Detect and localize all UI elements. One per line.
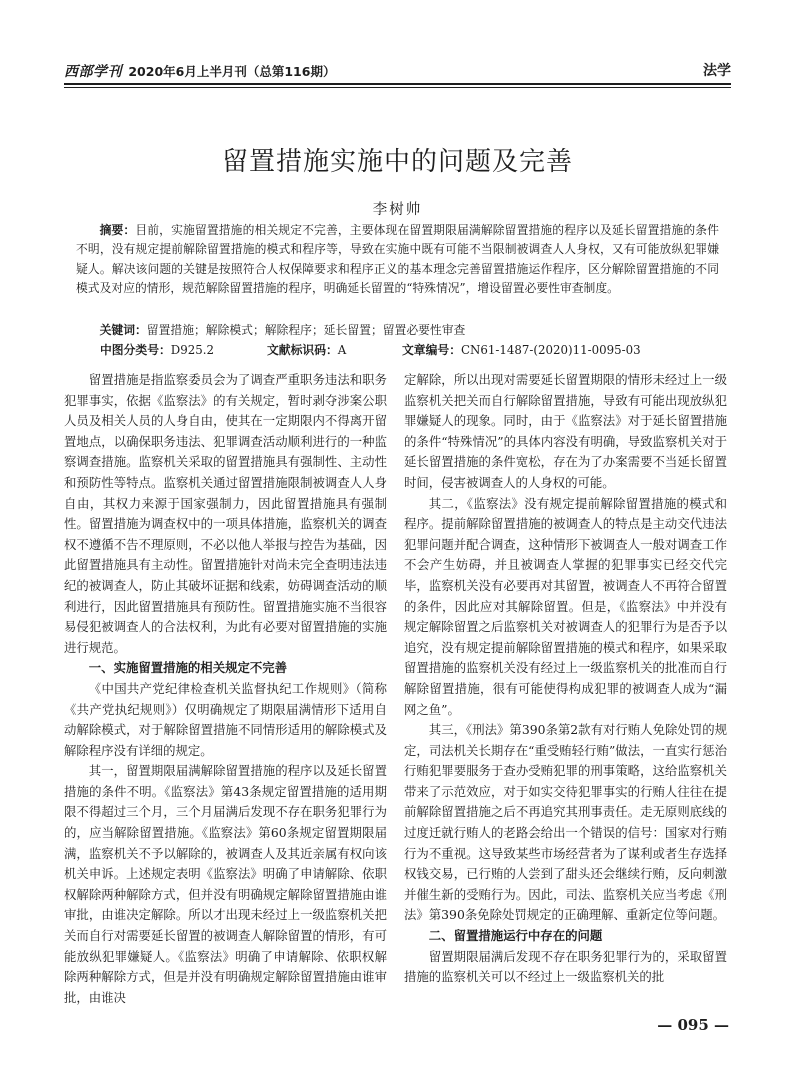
body-column-left — [64, 370, 387, 1042]
journal-issue-info — [64, 61, 335, 81]
doc-code-value: A — [337, 343, 347, 357]
article-number — [402, 341, 641, 360]
paragraph: 其一，留置期限届满解除留置措施的程序以及延长留置措施的条件不明。《监察法》第43条规定留置措施的适用期限不得超过三个月，三个月届满后发现不存在职务犯罪行为的，应当解除留置措施。《监察法》第60条规定留置期限届满，监察机关不予以解除的，被调查人及其近亲属有权向该机关申诉。上述规定表明《监察法》明确了申请解除、依职权解除两种解除方式，但并没有明确规定解除留置措施由谁审批，由谁决定解除。所以才出现未经过上一级监察机关把关而自行对需要延长留置的被调查人解除留置的情形，有可能放纵犯罪嫌疑人。《监察法》明确了申请解除、依职权解除两种解除方式，但是并没有明确规定解除留置措施由谁审批，由谁决 — [64, 763, 387, 1005]
section-heading: 二、留置措施运行中存在的问题 — [428, 928, 603, 944]
keywords-text: 留置措施；解除模式；解除程序；延长留置；留置必要性审查 — [146, 323, 466, 337]
doc-code — [267, 341, 346, 360]
page-number: — 095 — — [657, 1016, 729, 1034]
paragraph: 《中国共产党纪律检查机关监督执纪工作规则》（简称《共产党执纪规则》）仅明确规定了期限届满情形下适用自动解除模式，对于解除留置措施不同情形适用的解除模式及解除程序没有详细的规定。 — [64, 680, 387, 758]
running-header — [64, 60, 731, 80]
doc-code-label: 文献标识码： — [267, 343, 338, 357]
article-number-value: CN61-1487-(2020)11-0095-03 — [461, 343, 641, 357]
clc-number — [100, 341, 214, 360]
journal-logo: 西部学刊 — [64, 64, 122, 80]
paragraph: 定解除，所以出现对需要延长留置期限的情形未经过上一级监察机关把关而自行解除留置措施，导致有可能出现放纵犯罪嫌疑人的现象。同时，由于《监察法》对于延长留置措施的条件“特殊情况”的具体内容没有明确，导致监察机关对于延长留置措施的条件宽松，存在为了办案需要不当延长留置时间，侵害被调查人的人身权的可能。 — [404, 372, 727, 490]
paragraph: 留置期限届满后发现不存在职务犯罪行为的，采取留置措施的监察机关可以不经过上一级监察机关的批 — [404, 948, 727, 985]
abstract — [76, 221, 719, 299]
clc-label: 中图分类号： — [100, 343, 171, 357]
paragraph: 其三，《刑法》第390条第2款有对行贿人免除处罚的规定，司法机关长期存在“重受贿轻行贿”做法，一直实行惩治行贿犯罪要服务于查办受贿犯罪的刑事策略，这给监察机关带来了示范效应，对于如实交待犯罪事实的行贿人往往在提前解除留置措施之后不再追究其刑事责任。走无原则底线的过度迁就行贿人的老路会给出一个错误的信号：国家对行贿行为不重视。这导致某些市场经营者为了谋利或者生存选择权钱交易，已行贿的人尝到了甜头还会继续行贿，反向刺激并催生新的受贿行为。因此，司法、监察机关应当考虑《刑法》第390条免除处罚规定的正确理解、重新定位等问题。 — [404, 722, 727, 923]
section-heading: 一、实施留置措施的相关规定不完善 — [88, 660, 288, 676]
keywords-label: 关键词： — [99, 323, 147, 337]
paragraph: 其二，《监察法》没有规定提前解除留置措施的模式和程序。提前解除留置措施的被调查人的特点是主动交代违法犯罪问题并配合调查，这种情形下被调查人一般对调查工作不会产生妨碍，并且被调查人掌握的犯罪事实已经交代完毕，监察机关没有必要再对其留置，被调查人不再符合留置的条件，因此应对其解除留置。但是，《监察法》中并没有规定解除留置之后监察机关对被调查人的犯罪行为是否予以追究，没有规定提前解除留置措施的模式和程序，如果采取留置措施的监察机关没有经过上一级监察机关的批准而自行解除留置措施，很有可能使得构成犯罪的被调查人成为“漏网之鱼”。 — [404, 495, 727, 717]
keywords — [76, 321, 719, 340]
header-rule-thick — [64, 83, 731, 85]
section-label: 法学 — [703, 63, 731, 79]
classification-line — [100, 341, 719, 360]
article-author: 李树帅 — [372, 202, 423, 218]
issue-text: 2020年6月上半月刊（总第116期） — [128, 64, 336, 79]
body-column-right — [404, 370, 727, 1042]
abstract-text: 目前，实施留置措施的相关规定不完善，主要体现在留置期限届满解除留置措施的程序以及延长留置措施的条件不明，没有规定提前解除留置措施的模式和程序等，导致在实施中既有可能不当限制被调查人人身权，又有可能放纵犯罪嫌疑人。解决该问题的关键是按照符合人权保障要求和程序正义的基本理念完善留置措施运作程序，区分解除留置措施的不同模式及对应的情形，规范解除留置措施的程序，明确延长留置的“特殊情况”，增设留置必要性审查制度。 — [76, 223, 719, 296]
abstract-label: 摘要： — [99, 223, 136, 237]
article-title: 留置措施实施中的问题及完善 — [221, 147, 573, 177]
clc-value: D925.2 — [170, 343, 215, 357]
paragraph: 留置措施是指监察委员会为了调查严重职务违法和职务犯罪事实，依据《监察法》的有关规定，暂时剥夺涉案公职人员及相关人员的人身自由，使其在一定期限内不得离开留置地点，以确保职务违法、犯罪调查活动顺利进行的一种监察调查措施。监察机关采取的留置措施具有强制性、主动性和预防性等特点。监察机关通过留置措施限制被调查人人身自由，其权力来源于国家强制力，因此留置措施具有强制性。留置措施为调查权中的一项具体措施，监察机关的调查权不遵循不告不理原则，不必以他人举报与控告为基础，因此留置措施具有主动性。留置措施针对尚未完全查明违法违纪的被调查人，防止其破坏证据和线索，妨碍调查活动的顺利进行，因此留置措施具有预防性。留置措施实施不当很容易侵犯被调查人的合法权利，为此有必要对留置措施的实施进行规范。 — [64, 372, 387, 655]
header-rule-thin — [64, 87, 731, 88]
article-number-label: 文章编号： — [402, 343, 461, 357]
